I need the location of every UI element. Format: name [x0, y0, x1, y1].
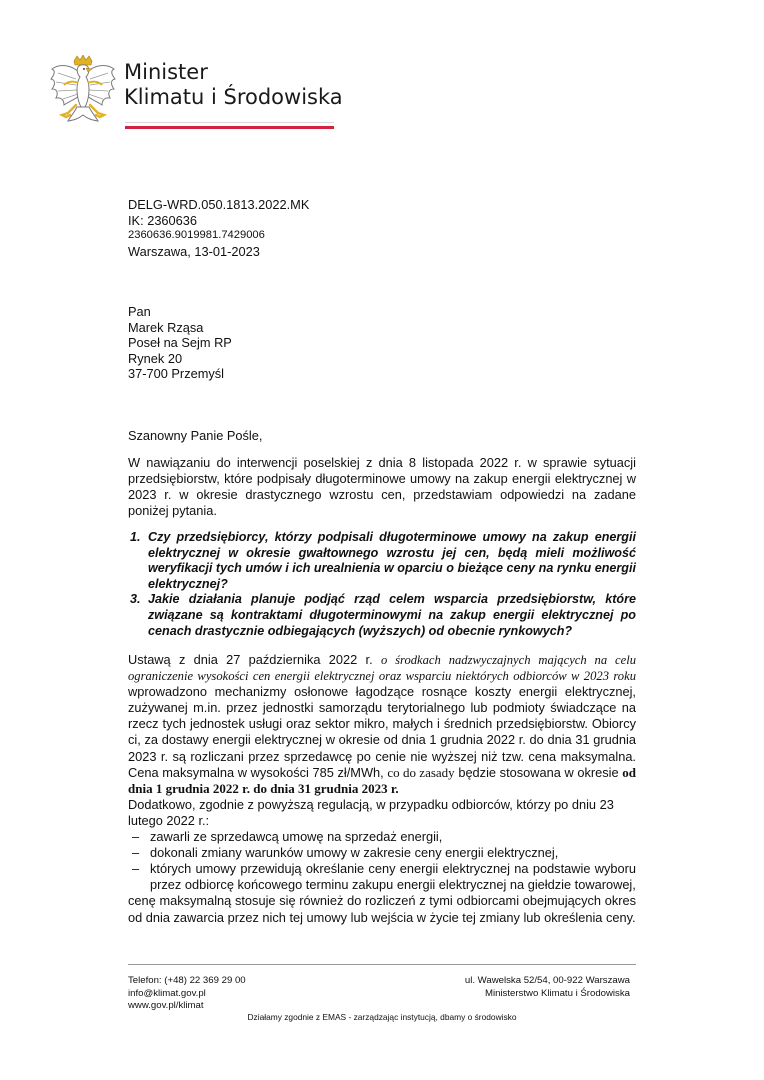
document-id: 2360636.9019981.7429006: [128, 229, 265, 241]
body-text-run: Ustawą z dnia 27 października 2022 r.: [128, 652, 381, 667]
footer-phone: Telefon: (+48) 22 369 29 00: [128, 975, 246, 986]
dash-list: [128, 829, 636, 893]
question-number: 3.: [130, 592, 141, 607]
question-item: [128, 530, 636, 592]
addressee-block: [128, 304, 232, 382]
body-text-bold: od dnia 1 grudnia 2022 r. do dnia 31 grudnia 2023 r.: [128, 764, 636, 796]
footer-emas-note: Działamy zgodnie z EMAS - zarządzając instytucją, dbamy o środowisko: [247, 1012, 517, 1022]
body-paragraph-2: Dodatkowo, zgodnie z powyższą regulacją, w przypadku odbiorców, którzy po dniu 23 lutego 2022 r.:: [128, 796, 614, 828]
greeting: Szanowny Panie Pośle,: [128, 428, 263, 443]
addressee-line: 37-700 Przemyśl: [128, 366, 225, 382]
addressee-line: Pan: [128, 304, 151, 319]
body-paragraph-1: [128, 652, 636, 797]
body-paragraph-3: cenę maksymalną stosuje się również do rozliczeń z tymi odbiorcami obejmujących okres od dnia zawarcia przez nich tej umowy lub wejścia w życie tej zmiany lub określenia ceny.: [128, 893, 636, 925]
ministry-title: [124, 60, 343, 110]
dash-list-item: [128, 829, 636, 845]
dash-marker: –: [132, 861, 140, 877]
dash-item-text: dokonali zmiany warunków umowy w zakresie ceny energii elektrycznej,: [150, 845, 559, 861]
footer-website[interactable]: www.gov.pl/klimat: [128, 1000, 204, 1012]
questions-list: [128, 530, 636, 639]
ministry-title-line2: Klimatu i Środowiska: [124, 85, 343, 109]
place-date: Warszawa, 13-01-2023: [128, 243, 260, 259]
flag-rule-red: [125, 126, 334, 129]
dash-item-text: zawarli ze sprzedawcą umowę na sprzedaż energii,: [150, 829, 443, 845]
addressee-line: Rynek 20: [128, 350, 183, 366]
question-text: Jakie działania planuje podjąć rząd celem wsparcia przedsiębiorstw, które związane są kontraktami długoterminowymi na zakup energii elektrycznej po cenach drastycznie odbiegających (wyższych) od obecnie rynkowych?: [148, 592, 636, 638]
footer-ministry: Ministerstwo Klimatu i Środowiska: [484, 987, 630, 999]
body-text: [128, 652, 636, 926]
dash-item-text: których umowy przewidują określanie ceny energii elektrycznej na podstawie wyboru przez odbiorcę końcowego terminu zakupu energii elektrycznej na giełdzie towarowej,: [150, 861, 636, 893]
act-title: o środkach nadzwyczajnych mających na celu ograniczenie wysokości cen energii elektrycznej oraz wsparciu niektórych odbiorców w 2023 roku: [128, 653, 637, 684]
addressee-line: Marek Rząsa: [128, 319, 204, 335]
footer-divider: [128, 964, 636, 965]
document-meta: [128, 197, 309, 259]
footer-contact: [128, 975, 246, 1013]
body-text-emphasis: co do zasady: [387, 764, 455, 780]
dash-marker: –: [132, 845, 140, 861]
body-text-run: wprowadzono mechanizmy osłonowe łagodzące rosnące koszty energii elektrycznej, zużywanej m.in. przez jednostki samorządu terytorialnego lub podmioty świadczące na rzecz tych jednostek usługi oraz sektor mikro, małych i średnich przedsiębiorstw. Obiorcy ci, za dostawy energii elektrycznej w okresie od dnia 1 grudnia 2022 r. do dnia 31 grudnia 2023 r. są rozliczani przez sprzedawcę po cenie nie wyższej niż tzw. cena maksymalna. Cena maksymalna w wysokości 785 zł/MWh,: [128, 684, 636, 780]
dash-list-item: [128, 845, 636, 861]
ministry-title-line1: Minister: [124, 60, 208, 84]
footer-street: ul. Wawelska 52/54, 00-922 Warszawa: [464, 975, 630, 986]
footer-address: [465, 975, 630, 1000]
dash-list-item: [128, 861, 636, 893]
question-item: [128, 592, 636, 639]
question-number: 1.: [130, 530, 141, 544]
dash-marker: –: [132, 829, 140, 845]
addressee-line: Poseł na Sejm RP: [128, 335, 232, 351]
ik-number: IK: 2360636: [128, 212, 198, 228]
polish-eagle-emblem-icon: [50, 55, 116, 133]
reference-number: DELG-WRD.050.1813.2022.MK: [128, 197, 310, 212]
question-text: Czy przedsiębiorcy, którzy podpisali długoterminowe umowy na zakup energii elektrycznej w okresie gwałtownego wzrostu jej cen, będą mieli możliwość weryfikacji tych umów i ich urealnienia w oparciu o bieżące ceny na rynku energii elektrycznej?: [148, 530, 636, 591]
intro-paragraph: W nawiązaniu do interwencji poselskiej z dnia 8 listopada 2022 r. w sprawie sytuacji przedsiębiorstw, które podpisały długoterminowe umowy na zakup energii elektrycznej w 2023 r. w okresie drastycznego wzrostu cen, przedstawiam odpowiedzi na zadane poniżej pytania.: [128, 455, 636, 518]
body-text-run: będzie stosowana w okresie: [454, 764, 623, 780]
footer-email[interactable]: info@klimat.gov.pl: [128, 987, 206, 999]
